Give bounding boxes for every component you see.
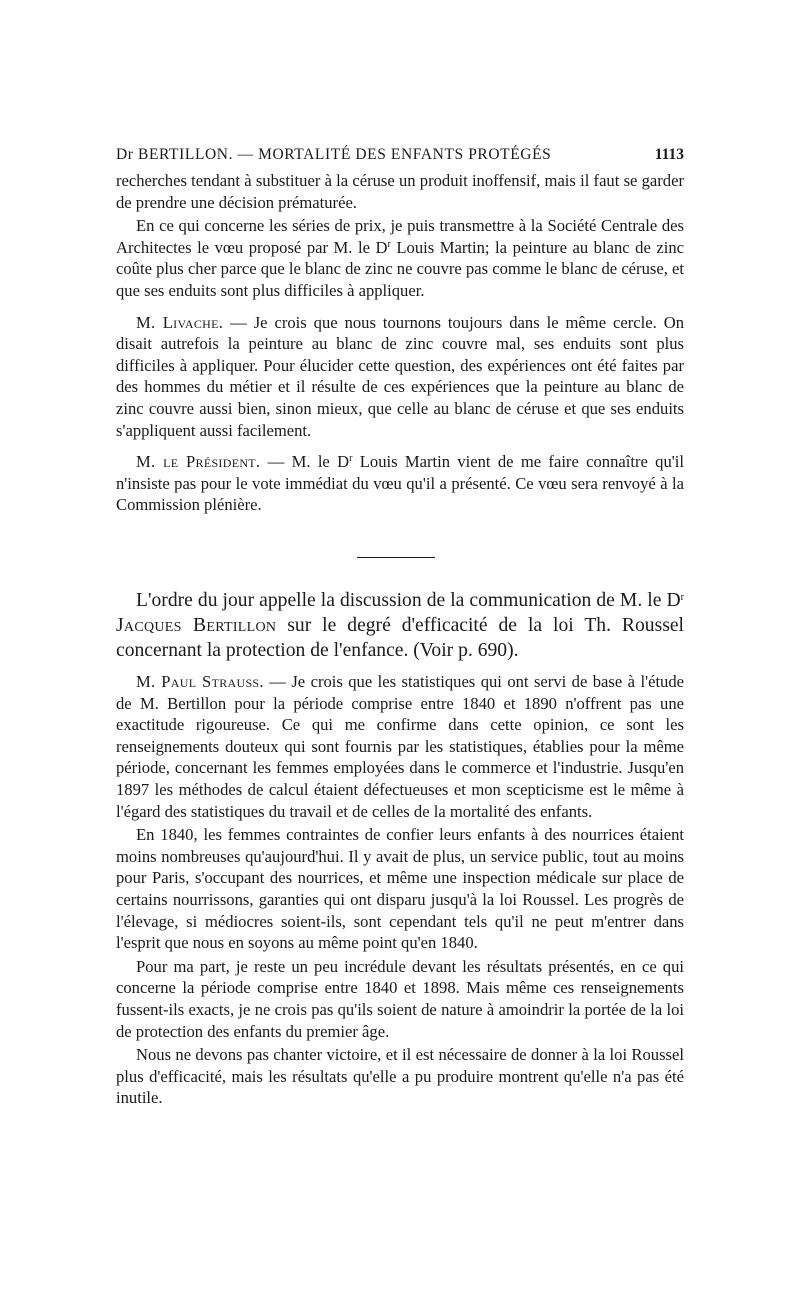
speaker-name: M. Livache. bbox=[136, 312, 224, 332]
paragraph: recherches tendant à substituer à la céruse un produit inoffensif, mais il faut se garder de prendre une décision prématurée. bbox=[116, 171, 684, 212]
section-divider bbox=[357, 557, 435, 558]
paragraph-livache: M. Livache. — Je crois que nous tournons toujours dans le même cercle. On disait autrefois la peinture au blanc de zinc couvre mal, ses enduits sont plus difficiles à appliquer. Pour élucider cette question, des expériences ont été faites par des hommes du métier et il résulte de ces expériences que la peinture au blanc de zinc couvre aussi bien, sinon mieux, que celle au blanc de céruse et que ses enduits s'appliquent aussi facilement. bbox=[116, 312, 684, 440]
discussion-block bbox=[116, 170, 684, 516]
paragraph: En 1840, les femmes contraintes de confier leurs enfants à des nourrices étaient moins nombreuses qu'aujourd'hui. Il y avait de plus, un service public, tout au moins pour Paris, s'occupant des nourrices, et même une inspection médicale sur place de certains nourrissons, garanties qui ont disparu jusqu'à la loi Roussel. Les progrès de l'élevage, si médiocres soient-ils, sont cependant tels qu'il ne peut m'entrer dans l'esprit que nous en soyons au même point qu'en 1840. bbox=[116, 825, 684, 953]
running-header bbox=[116, 146, 684, 164]
paragraph-strauss: M. Paul Strauss. — Je crois que les statistiques qui ont servi de base à l'étude de M. Bertillon pour la période comprise entre 1840 et 1890 n'offrent pas une exactitude rigoureuse. Ce qui me confirme dans cette opinion, ce sont les renseignements douteux qui sont fournis par les statistiques, établies pour la même période, concernant les femmes employées dans le commerce et l'industrie. Jusqu'en 1897 les méthodes de calcul étaient défectueuses et mon scepticisme est le même à l'égard des statistiques du travail et de celles de la mortalité des enfants. bbox=[116, 672, 685, 821]
paragraph: Pour ma part, je reste un peu incrédule devant les résultats présentés, en ce qui concerne la période comprise entre 1840 et 1898. Mais même ces renseignements fussent-ils exacts, je ne crois pas qu'ils soient de nature à amoindrir la portée de la loi de protection des enfants du premier âge. bbox=[116, 956, 684, 1041]
speaker-name: M. Paul Strauss. bbox=[136, 672, 264, 691]
page-number: 1113 bbox=[654, 146, 684, 163]
paragraph: En ce qui concerne les séries de prix, je puis transmettre à la Société Centrale des Architectes le vœu proposé par M. le $D^r$ Louis Martin; la peinture au blanc de zinc coûte plus cher parce que le blanc de zinc ne couvre pas comme le blanc de céruse, et que ses enduits sont plus difficiles à appliquer. bbox=[116, 216, 684, 300]
speaker-name: M. le Président. bbox=[136, 452, 261, 472]
running-title: Dr BERTILLON. — MORTALITÉ DES ENFANTS PROTÉGÉS bbox=[116, 146, 552, 163]
paragraph-president: M. le Président. — M. le $D^r$ Louis Martin vient de me faire connaître qu'il n'insiste pas pour le vote immédiat du vœu qu'il a présenté. Ce vœu sera renvoyé à la Commission plénière. bbox=[116, 452, 684, 515]
paragraph: Nous ne devons pas chanter victoire, et il est nécessaire de donner à la loi Roussel plus d'efficacité, mais les résultats qu'elle a pu produire montrent qu'elle n'a pas été inutile. bbox=[116, 1045, 684, 1108]
agenda-heading: L'ordre du jour appelle la discussion de la communication de M. le $D^r$ Jacques Bertillon sur le degré d'efficacité de la loi Th. Roussel concernant la protection de l'enfance. (Voir p. 690). bbox=[116, 590, 684, 661]
agenda-block bbox=[116, 588, 684, 1109]
